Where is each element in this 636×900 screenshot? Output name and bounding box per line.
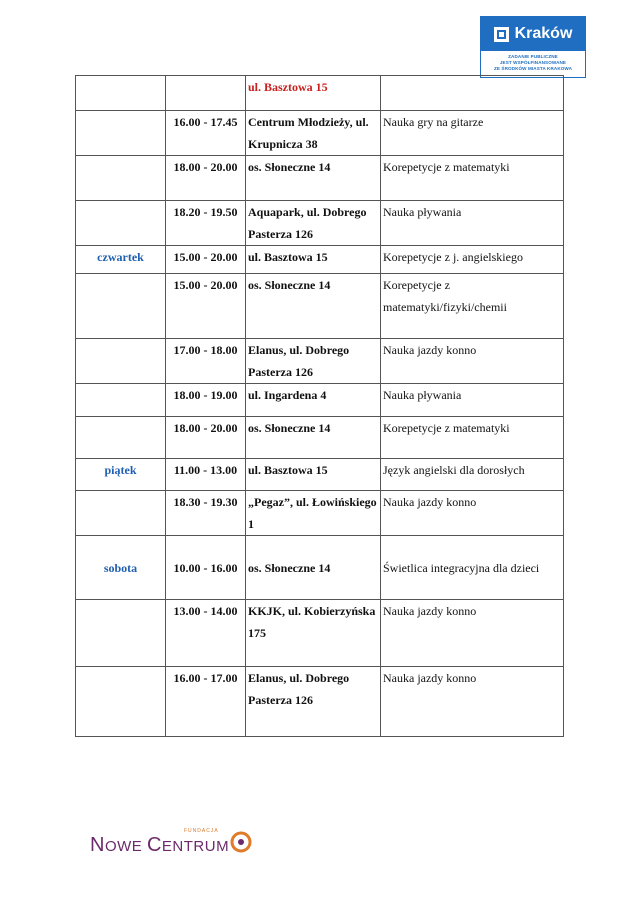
place-cell: Aquapark, ul. Dobrego Pasterza 126 [246,201,381,246]
krakow-logo-header [481,17,585,51]
day-cell [76,600,166,667]
place-cell: ul. Basztowa 15 [246,76,381,111]
place-cell: „Pegaz”, ul. Łowińskiego 1 [246,491,381,536]
day-cell [76,76,166,111]
fundacja-label: FUNDACJA [184,828,219,834]
time-cell: 17.00 - 18.00 [166,339,246,384]
time-cell: 16.00 - 17.00 [166,667,246,737]
time-cell: 18.00 - 20.00 [166,417,246,459]
activity-cell: Korepetycje z j. angielskiego [381,246,564,274]
activity-cell: Korepetycje z matematyki [381,156,564,201]
krakow-emblem-icon [494,27,509,42]
time-cell: 18.30 - 19.30 [166,491,246,536]
day-cell: sobota [76,536,166,600]
schedule-table [75,75,564,737]
nowe-centrum-name: NOWE CENTRUM [90,834,230,856]
activity-cell: Korepetycje z matematyki [381,417,564,459]
time-cell [166,76,246,111]
place-cell: ul. Ingardena 4 [246,384,381,417]
table-row [76,600,564,667]
time-cell: 15.00 - 20.00 [166,246,246,274]
place-cell: os. Słoneczne 14 [246,156,381,201]
time-cell: 18.00 - 19.00 [166,384,246,417]
activity-cell [381,76,564,111]
table-row [76,459,564,491]
activity-cell: Nauka jazdy konno [381,667,564,737]
activity-cell: Świetlica integracyjna dla dzieci [381,536,564,600]
table-row [76,491,564,536]
activity-cell: Nauka jazdy konno [381,339,564,384]
day-cell [76,491,166,536]
table-row [76,111,564,156]
time-cell: 11.00 - 13.00 [166,459,246,491]
krakow-logo [480,16,586,78]
nowe-centrum-logo [90,828,260,860]
activity-cell: Nauka pływania [381,384,564,417]
activity-cell: Nauka jazdy konno [381,491,564,536]
table-row [76,76,564,111]
day-cell: czwartek [76,246,166,274]
day-cell: piątek [76,459,166,491]
krakow-logo-name: Kraków [514,25,573,42]
place-cell: Centrum Młodzieży, ul. Krupnicza 38 [246,111,381,156]
table-row [76,201,564,246]
table-row [76,536,564,600]
day-cell [76,156,166,201]
activity-cell: Nauka gry na gitarze [381,111,564,156]
time-cell: 16.00 - 17.45 [166,111,246,156]
day-cell [76,274,166,339]
activity-cell: Język angielski dla dorosłych [381,459,564,491]
time-cell: 18.00 - 20.00 [166,156,246,201]
table-row [76,339,564,384]
activity-cell: Korepetycje z matematyki/fizyki/chemii [381,274,564,339]
krakow-logo-subtitle: ZADANIE PUBLICZNE JEST WSPÓŁFINANSOWANE ZE ŚRODKÓW MIASTA KRAKOWA [493,54,573,72]
place-cell: os. Słoneczne 14 [246,417,381,459]
day-cell [76,667,166,737]
time-cell: 15.00 - 20.00 [166,274,246,339]
place-cell: os. Słoneczne 14 [246,536,381,600]
day-cell [76,384,166,417]
day-cell [76,339,166,384]
place-cell: Elanus, ul. Dobrego Pasterza 126 [246,339,381,384]
table-row [76,246,564,274]
time-cell: 13.00 - 14.00 [166,600,246,667]
day-cell [76,201,166,246]
table-row [76,156,564,201]
place-cell: ul. Basztowa 15 [246,459,381,491]
time-cell: 10.00 - 16.00 [166,536,246,600]
place-cell: Elanus, ul. Dobrego Pasterza 126 [246,667,381,737]
table-row [76,417,564,459]
place-cell: KKJK, ul. Kobierzyńska 175 [246,600,381,667]
table-row [76,274,564,339]
place-cell: os. Słoneczne 14 [246,274,381,339]
day-cell [76,417,166,459]
target-circle-icon [230,831,252,853]
table-row [76,384,564,417]
time-cell: 18.20 - 19.50 [166,201,246,246]
place-cell: ul. Basztowa 15 [246,246,381,274]
activity-cell: Nauka jazdy konno [381,600,564,667]
activity-cell: Nauka pływania [381,201,564,246]
day-cell [76,111,166,156]
table-row [76,667,564,737]
